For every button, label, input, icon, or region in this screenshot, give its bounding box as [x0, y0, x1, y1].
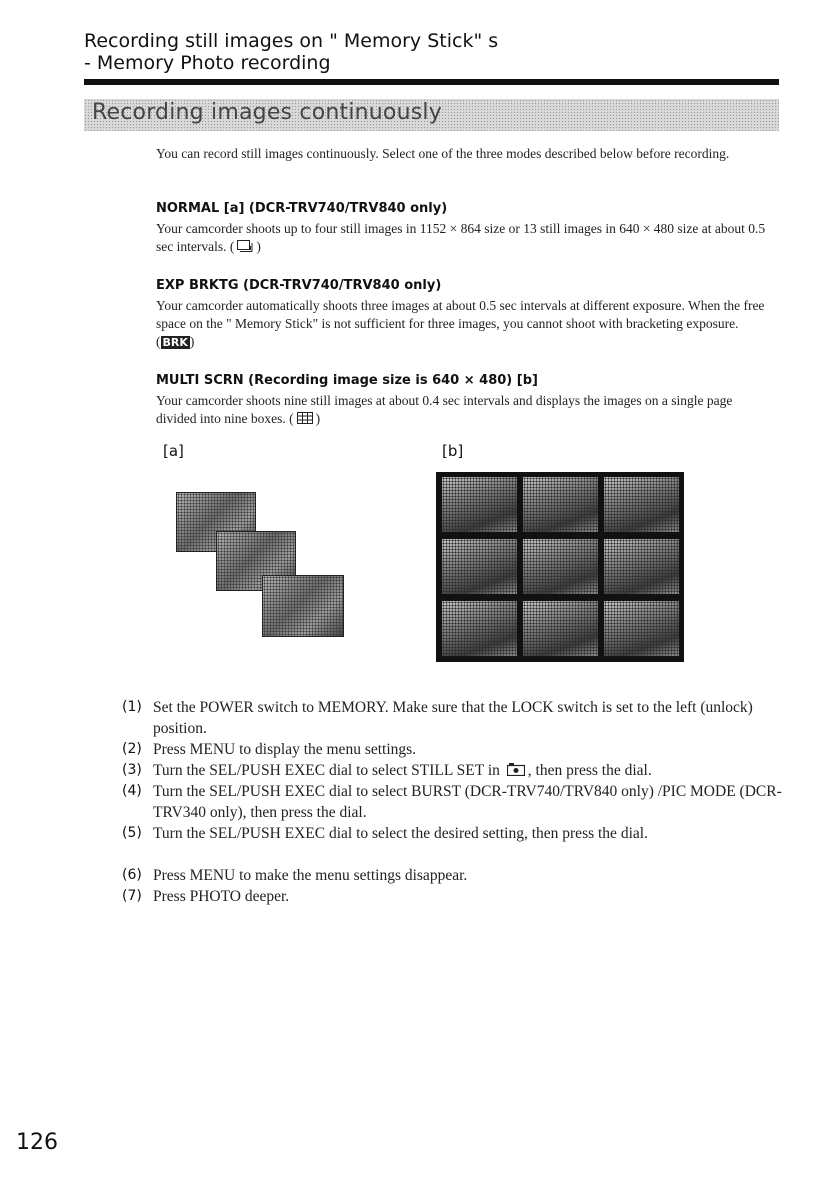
step-7: (7) Press PHOTO deeper.: [122, 888, 290, 905]
grid-cell: [604, 477, 679, 532]
step-4: (4) Turn the SEL/PUSH EXEC dial to select BURST (DCR-TRV740/TRV840 only) /PIC MODE (DCR-TRV340 only), then press the dial.: [122, 783, 782, 821]
page-header: [84, 30, 498, 74]
step-1: (1) Set the POWER switch to MEMORY. Make sure that the LOCK switch is set to the left (unlock) position.: [122, 699, 753, 737]
mode-multi-scrn-heading: MULTI SCRN (Recording image size is 640 × 480) [b]: [156, 373, 538, 388]
grid-cell: [604, 601, 679, 656]
section-intro: You can record still images continuously. Select one of the three modes described below before recording.: [156, 146, 730, 161]
header-title-line1: Recording still images on " Memory Stick" s: [84, 30, 499, 52]
grid-cell: [523, 477, 598, 532]
figure-label-a: [a]: [163, 442, 184, 460]
section-title: Recording images continuously: [92, 100, 442, 125]
mode-multi-scrn-description: Your camcorder shoots nine still images at about 0.4 sec intervals and displays the images on a single page divided into nine boxes. ( ): [156, 392, 776, 429]
section-band: [84, 99, 779, 131]
step-5: (5) Turn the SEL/PUSH EXEC dial to select the desired setting, then press the dial.: [122, 825, 648, 842]
mode-exp-brktg-heading: EXP BRKTG (DCR-TRV740/TRV840 only): [156, 278, 442, 293]
bracketing-icon: BRK: [162, 336, 188, 349]
header-rule: [84, 79, 779, 85]
grid-cell: [523, 539, 598, 594]
step-6: (6) Press MENU to make the menu settings disappear.: [122, 867, 468, 884]
step-2: (2) Press MENU to display the menu settings.: [122, 741, 417, 758]
burst-photo-3: [262, 575, 344, 637]
mode-exp-brktg-description: Your camcorder automatically shoots three images at about 0.5 sec intervals at different exposure. When the free space on the " Memory Stick" is not sufficient for three images, you cannot shoot with bracketing exposure. ( BRK ): [156, 298, 765, 349]
figure-b-multi-screen-grid: [436, 472, 684, 662]
header-title-line2: - Memory Photo recording: [84, 52, 331, 74]
burst-normal-icon: [237, 239, 253, 257]
page-number: 126: [16, 1130, 58, 1155]
step-3: (3) Turn the SEL/PUSH EXEC dial to select STILL SET in , then press the dial.: [122, 760, 787, 782]
grid-cell: [442, 477, 517, 532]
mode-normal-description: Your camcorder shoots up to four still images in 1152 × 864 size or 13 still images in 640 × 480 size at about 0.5 sec intervals. ( ): [156, 220, 776, 257]
mode-normal-heading: NORMAL [a] (DCR-TRV740/TRV840 only): [156, 201, 448, 216]
grid-cell: [523, 601, 598, 656]
multi-screen-icon: [297, 411, 313, 429]
figure-label-b: [b]: [442, 442, 464, 460]
grid-cell: [604, 539, 679, 594]
still-set-menu-icon: [507, 761, 525, 782]
grid-cell: [442, 539, 517, 594]
grid-cell: [442, 601, 517, 656]
